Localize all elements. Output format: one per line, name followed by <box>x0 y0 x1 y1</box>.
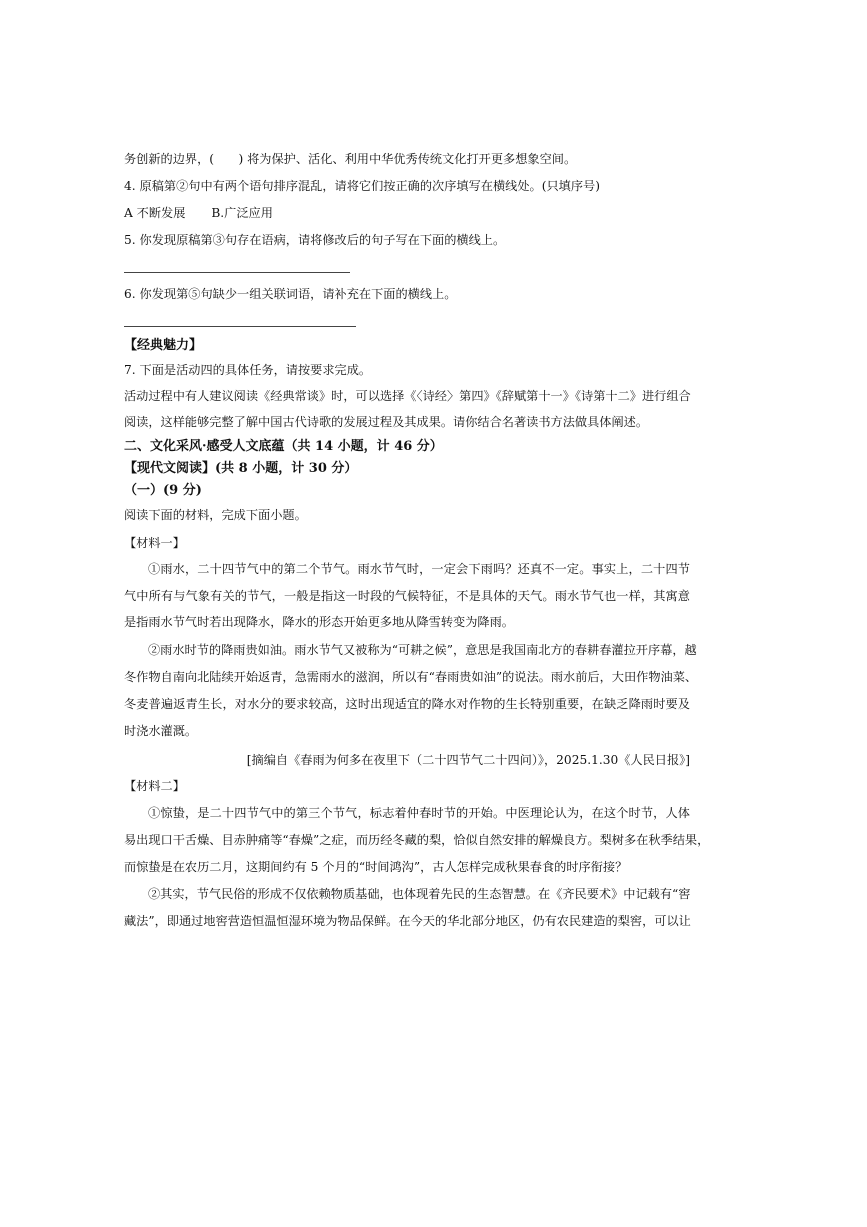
option-b: B.广泛应用 <box>211 206 273 220</box>
material-1-text-line: ②雨水时节的降雨贵如油。雨水节气又被称为“可耕之候”，意思是我国南北方的春耕春灌拉开序幕，越 <box>148 643 697 657</box>
answer-blank-q6[interactable] <box>124 326 356 327</box>
material-2-text-line: 而惊蛰是在农历二月，这期间约有 5 个月的“时间鸿沟”，古人怎样完成秋果春食的时序衔接？ <box>124 860 628 874</box>
question-7-text-line: 阅读，这样能够完整了解中国古代诗歌的发展过程及其成果。请你结合名著读书方法做具体阐述。 <box>124 415 649 429</box>
question-4: 4. 原稿第②句中有两个语句排序混乱，请将它们按正确的次序填写在横线处。(只填序号) <box>124 179 600 193</box>
answer-blank-q5[interactable] <box>124 272 350 273</box>
continued-sentence: 务创新的边界，( ) 将为保护、活化、利用中华优秀传统文化打开更多想象空间。 <box>124 152 577 166</box>
section-heading-modern: 【现代文阅读】(共 8 小题，计 30 分） <box>124 461 358 476</box>
question-7: 7. 下面是活动四的具体任务，请按要求完成。 <box>124 363 372 377</box>
question-5: 5. 你发现原稿第③句存在语病，请将修改后的句子写在下面的横线上。 <box>124 233 506 247</box>
material-2-text-line: ①惊蛰，是二十四节气中的第三个节气，标志着仲春时节的开始。中医理论认为，在这个时节，人体 <box>148 806 690 820</box>
question-4-options <box>124 205 690 221</box>
part-heading: 二、文化采风·感受人文底蕴（共 14 小题，计 46 分） <box>124 439 443 454</box>
material-1-text-line: 时浇水灌溉。 <box>124 724 198 738</box>
option-a: A 不断发展 <box>124 206 186 220</box>
material-2-label: 【材料二】 <box>124 779 185 793</box>
material-2-text-line: 易出现口干舌燥、目赤肿痛等“春燥”之症，而历经冬藏的梨，恰似自然安排的解燥良方。梨树多在秋季结果， <box>124 833 710 847</box>
material-1-label: 【材料一】 <box>124 536 185 550</box>
instruction: 阅读下面的材料，完成下面小题。 <box>124 508 307 522</box>
subsection-heading: （一）(9 分) <box>124 483 202 498</box>
material-1-text-line: ①雨水，二十四节气中的第二个节气。雨水节气时，一定会下雨吗？还真不一定。事实上，二十四节 <box>148 562 690 576</box>
material-1-text-line: 是指雨水节气时若出现降水，降水的形态开始更多地从降雪转变为降雨。 <box>124 615 514 629</box>
question-6: 6. 你发现第⑤句缺少一组关联词语，请补充在下面的横线上。 <box>124 287 457 301</box>
material-2-text-line: ②其实，节气民俗的形成不仅依赖物质基础，也体现着先民的生态智慧。在《齐民要术》中记载有“窖 <box>148 887 691 901</box>
section-heading-classic: 【经典魅力】 <box>124 338 203 353</box>
material-1-text-line: 冬作物自南向北陆续开始返青，急需雨水的滋润，所以有“春雨贵如油”的说法。雨水前后，大田作物油菜、 <box>124 670 698 684</box>
material-1-text-line: 冬麦普遍返青生长，对水分的要求较高，这时出现适宜的降水对作物的生长特别重要，在缺乏降雨时要及 <box>124 697 690 711</box>
source-citation: [摘编自《春雨为何多在夜里下（二十四节气二十四问）》，2025.1.30《人民日报》] <box>246 753 690 767</box>
material-2-text-line: 藏法”，即通过地窖营造恒温恒湿环境为物品保鲜。在今天的华北部分地区，仍有农民建造的梨窖，可以让 <box>124 914 691 928</box>
material-1-text-line: 气中所有与气象有关的节气，一般是指这一时段的气候特征，不是具体的天气。雨水节气也一样，其寓意 <box>124 589 690 603</box>
question-7-text-line: 活动过程中有人建议阅读《经典常谈》时，可以选择《〈诗经〉第四》《辞赋第十一》《诗第十二》进行组合 <box>124 389 691 403</box>
